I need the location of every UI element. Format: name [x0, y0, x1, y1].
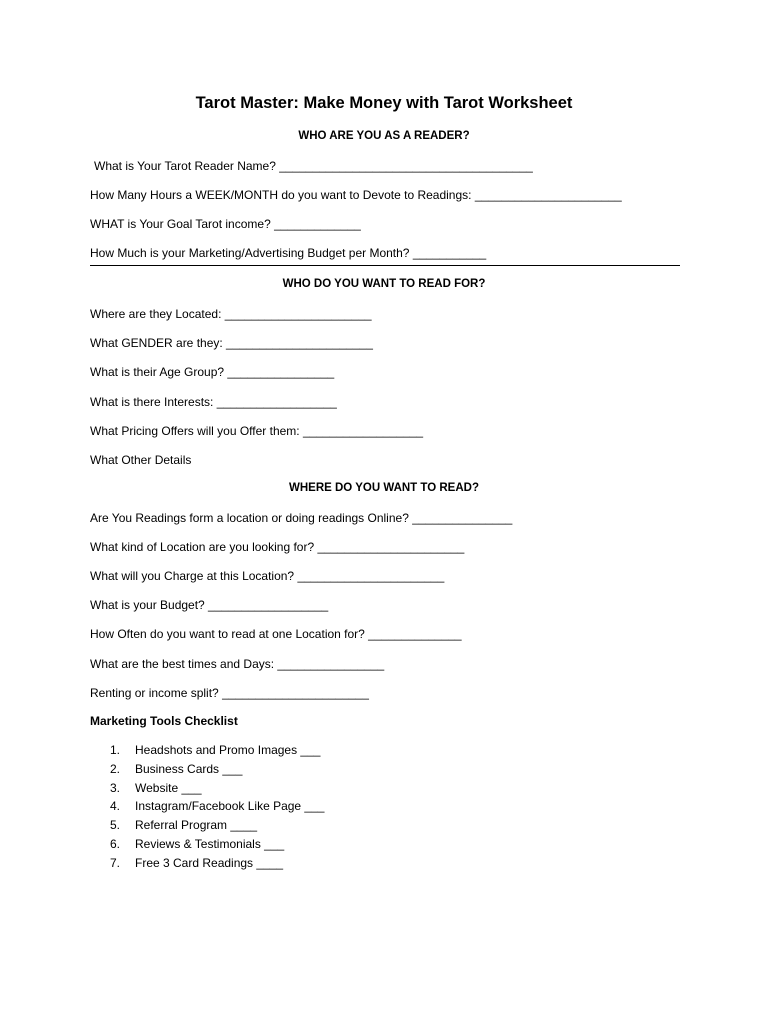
checklist-item	[110, 836, 324, 855]
question-other-details: What Other Details	[90, 453, 192, 467]
item-number: 6.	[110, 836, 121, 851]
question-charge: What will you Charge at this Location? ______________________	[90, 569, 445, 583]
question-marketing-budget: How Much is your Marketing/Advertising Budget per Month? ___________	[90, 246, 487, 260]
item-text: Referral Program ____	[135, 818, 258, 833]
section-heading-location: WHERE DO YOU WANT TO READ?	[289, 482, 479, 494]
question-interests: What is there Interests: __________________	[90, 395, 337, 409]
item-text: Business Cards ___	[135, 761, 243, 776]
question-location-or-online: Are You Readings form a location or doing readings Online? _______________	[90, 511, 513, 525]
section-heading-reader: WHO ARE YOU AS A READER?	[298, 130, 470, 142]
question-age-group: What is their Age Group? ________________	[90, 365, 335, 379]
checklist-heading: Marketing Tools Checklist	[90, 714, 238, 728]
section-heading-audience: WHO DO YOU WANT TO READ FOR?	[282, 278, 486, 290]
question-how-often: How Often do you want to read at one Location for? ______________	[90, 627, 462, 641]
item-number: 4.	[110, 799, 121, 814]
checklist-item	[110, 817, 324, 836]
item-number: 3.	[110, 780, 121, 795]
question-goal-income: WHAT is Your Goal Tarot income? _____________	[90, 217, 361, 231]
item-text: Website ___	[135, 780, 202, 795]
item-text: Headshots and Promo Images ___	[135, 743, 321, 757]
item-text: Free 3 Card Readings ____	[135, 855, 284, 870]
checklist-item	[110, 780, 324, 799]
item-number: 7.	[110, 855, 121, 870]
item-text: Reviews & Testimonials ___	[135, 836, 285, 851]
question-reader-name: What is Your Tarot Reader Name? ______________________________________	[94, 159, 533, 173]
question-gender: What GENDER are they: ______________________	[90, 336, 373, 350]
checklist-item	[110, 855, 324, 874]
question-location: Where are they Located: ______________________	[90, 307, 372, 321]
checklist-item	[110, 761, 324, 780]
checklist-item	[110, 798, 324, 817]
question-pricing-offers: What Pricing Offers will you Offer them: __________________	[90, 424, 424, 438]
question-hours: How Many Hours a WEEK/MONTH do you want to Devote to Readings: ______________________	[90, 188, 622, 202]
item-number: 5.	[110, 818, 121, 833]
divider-line	[90, 265, 680, 266]
question-budget: What is your Budget? __________________	[90, 598, 329, 612]
question-renting: Renting or income split? ______________________	[90, 686, 369, 700]
item-number: 2.	[110, 761, 121, 776]
checklist-item	[110, 742, 324, 761]
item-text: Instagram/Facebook Like Page ___	[135, 799, 325, 814]
question-best-times: What are the best times and Days: ________________	[90, 657, 385, 671]
question-kind-of-location: What kind of Location are you looking for? ______________________	[90, 540, 465, 554]
item-number: 1.	[110, 743, 121, 757]
checklist	[110, 742, 324, 874]
page-title: Tarot Master: Make Money with Tarot Worksheet	[195, 94, 573, 112]
